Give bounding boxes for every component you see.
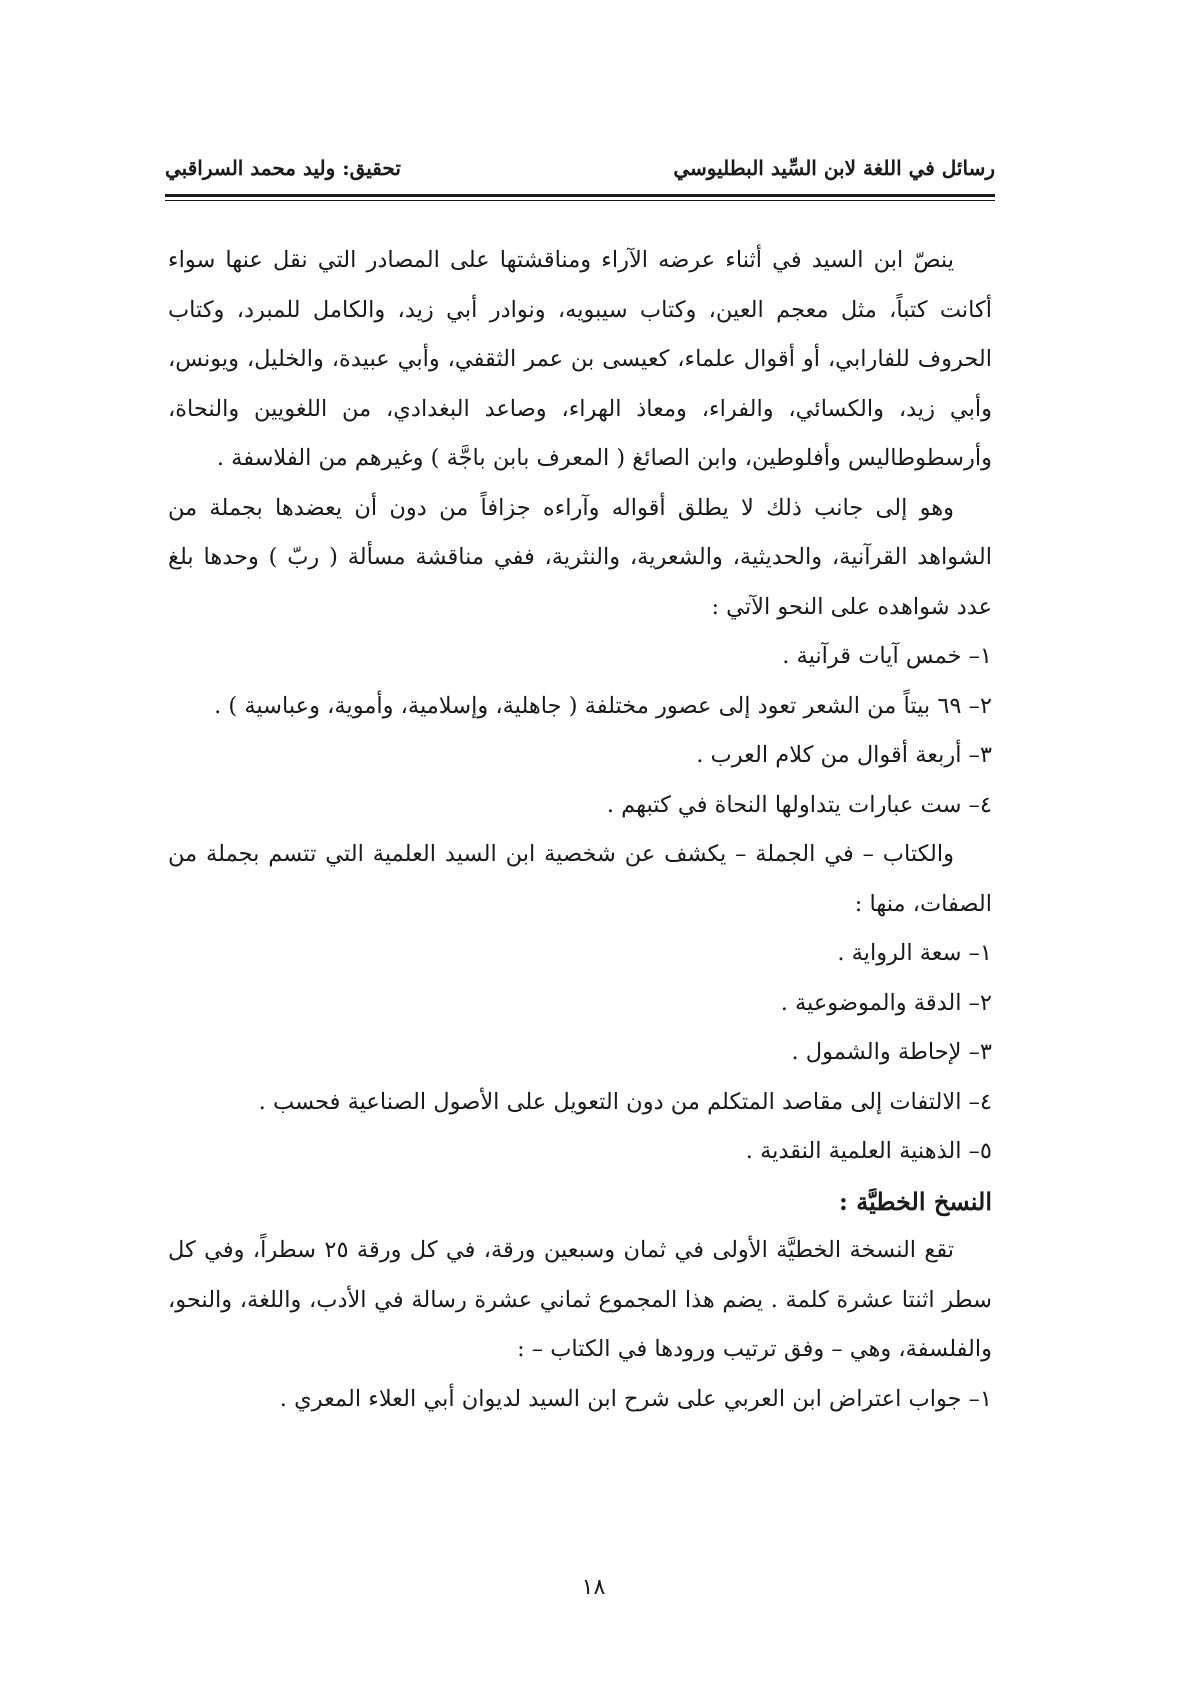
list-item: ١– جواب اعتراض ابن العربي على شرح ابن السيد لديوان أبي العلاء المعري . (279, 1385, 992, 1412)
list-item: ٣– لإحاطة والشمول . (791, 1039, 992, 1065)
list-item: ١– خمس آيات قرآنية . (782, 643, 992, 669)
paragraph-character: والكتاب – في الجملة – يكشف عن شخصية ابن السيد العلمية التي تتسم بجملة من الصفات، منها : (168, 841, 992, 917)
list-item: ٥– الذهنية العلمية النقدية . (745, 1138, 992, 1164)
editor-credit: تحقيق: وليد محمد السراقبي (165, 156, 401, 180)
list-item: ٤– ست عبارات يتداولها النحاة في كتبهم . (606, 791, 992, 818)
page-number: ١٨ (581, 1575, 606, 1600)
book-title: رسائل في اللغة لابن السِّيد البطليوسي (673, 156, 995, 180)
list-item: ٤– الالتفات إلى مقاصد المتكلم من دون التعويل على الأصول الصناعية فحسب . (258, 1088, 992, 1115)
header-rule-thick (165, 194, 995, 197)
running-header (165, 150, 995, 194)
header-rule-thin (165, 200, 995, 201)
list-item: ٢– الدقة والموضوعية . (780, 989, 992, 1016)
paragraph-evidence: وهو إلى جانب ذلك لا يطلق أقواله وآراءه جزافاً من دون أن يعضدها بجملة من الشواهد القرآنية، والحديثية، والشعرية، والنثرية، ففي مناقشة مسألة ( ربّ ) وحدها بلغ عدد شواهده على النحو الآتي : (168, 494, 992, 620)
list-item: ١– سعة الرواية . (837, 940, 992, 966)
body-text (168, 236, 992, 1424)
paragraph-manuscripts: تقع النسخة الخطيَّة الأولى في ثمان وسبعين ورقة، في كل ورقة ٢٥ سطراً، وفي كل سطر اثنتا عشرة كلمة . يضم هذا المجموع ثماني عشرة رسالة في الأدب، واللغة، والنحو، والفلسفة، وهي – وفق ترتيب ورودها في الكتاب – : (168, 1237, 992, 1362)
section-heading: النسخ الخطيَّة : (839, 1186, 992, 1216)
paragraph-sources: ينصّ ابن السيد في أثناء عرضه الآراء ومناقشتها على المصادر التي نقل عنها سواء أكانت كتباً، مثل معجم العين، وكتاب سيبويه، ونوادر أبي زيد، والكامل للمبرد، وكتاب الحروف للفارابي، أو أقوال علماء، كعيسى بن عمر الثقفي، وأبي عبيدة، والخليل، ويونس، وأبي زيد، والكسائي، والفراء، ومعاذ الهراء، وصاعد البغدادي، من اللغويين والنحاة، وأرسطوطاليس وأفلوطين، وابن الصائغ ( المعرف بابن باجَّة ) وغيرهم من الفلاسفة . (168, 247, 992, 471)
list-item: ٢– ٦٩ بيتاً من الشعر تعود إلى عصور مختلفة ( جاهلية، وإسلامية، وأموية، وعباسية ) . (214, 692, 992, 719)
list-item: ٣– أربعة أقوال من كلام العرب . (696, 742, 992, 768)
